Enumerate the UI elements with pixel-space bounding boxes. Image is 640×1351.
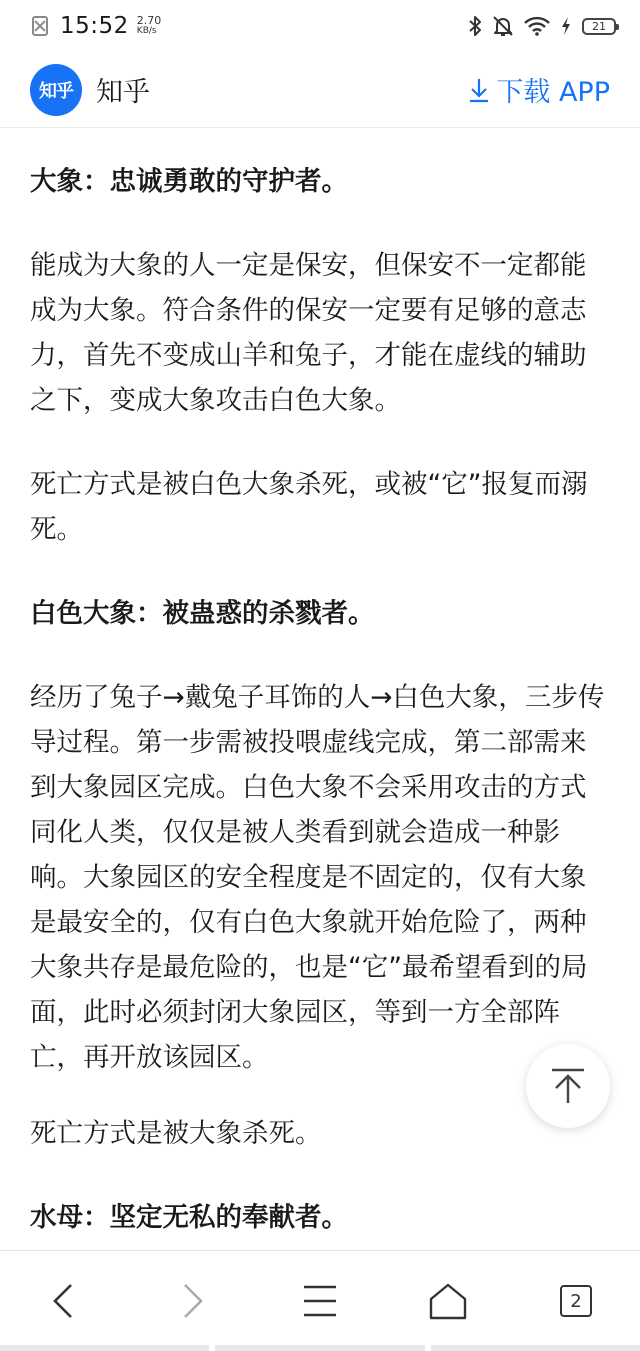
download-app-button[interactable] <box>468 70 610 109</box>
back-icon <box>49 1281 79 1321</box>
network-speed-value: 2.70 <box>136 14 162 27</box>
section-heading-jellyfish: 水母：坚定无私的奉献者。 <box>30 1202 348 1233</box>
battery-level: 21 <box>592 19 606 33</box>
gesture-bar <box>0 1345 640 1351</box>
section-heading-elephant: 大象：忠诚勇敢的守护者。 <box>30 166 348 197</box>
browser-nav-bar <box>0 1250 640 1351</box>
article-content <box>30 128 610 1250</box>
wifi-icon <box>524 16 550 36</box>
charging-icon <box>560 16 572 36</box>
status-time: 15:52 <box>60 13 129 39</box>
menu-button[interactable] <box>294 1275 346 1327</box>
zhihu-logo[interactable] <box>30 64 82 116</box>
tabs-icon <box>560 1285 592 1317</box>
tabs-button[interactable] <box>550 1275 602 1327</box>
section-heading-white-elephant: 白色大象：被蛊惑的杀戮者。 <box>30 598 375 629</box>
status-bar <box>0 0 640 52</box>
paragraph: 死亡方式是被大象杀死。 <box>30 1118 322 1149</box>
scroll-to-top-button[interactable] <box>526 1044 610 1128</box>
battery-icon <box>582 18 616 35</box>
home-button[interactable] <box>422 1275 474 1327</box>
download-label: 下载 APP <box>496 77 610 108</box>
top-header <box>0 52 640 128</box>
sim-off-icon <box>32 16 48 36</box>
forward-icon <box>177 1281 207 1321</box>
paragraph: 死亡方式是被白色大象杀死，或被“它”报复而溺死。 <box>30 469 588 545</box>
paragraph: 经历了兔子→戴兔子耳饰的人→白色大象，三步传导过程。第一步需被投喂虚线完成，第二部需来到大象园区完成。白色大象不会采用攻击的方式同化人类，仅仅是被人类看到就会造成一种影响。大象园区的安全程度是不固定的，仅有大象是最安全的，仅有白色大象就开始危险了，两种大象共存是最危险的，也是“它”最希望看到的局面，此时必须封闭大象园区，等到一方全部阵亡，再开放该园区。 <box>30 682 605 1073</box>
forward-button[interactable] <box>166 1275 218 1327</box>
mute-icon <box>492 15 514 37</box>
tab-count: 2 <box>570 1290 582 1312</box>
network-speed <box>137 15 162 37</box>
logo-text: 知乎 <box>39 80 73 102</box>
download-icon <box>468 77 490 103</box>
app-name: 知乎 <box>96 77 150 108</box>
paragraph: 能成为大象的人一定是保安，但保安不一定都能成为大象。符合条件的保安一定要有足够的意志力，首先不变成山羊和兔子，才能在虚线的辅助之下，变成大象攻击白色大象。 <box>30 250 587 416</box>
bluetooth-icon <box>468 15 482 37</box>
home-icon <box>428 1282 468 1320</box>
arrow-up-icon <box>548 1066 588 1106</box>
back-button[interactable] <box>38 1275 90 1327</box>
network-speed-unit: KB/s <box>136 26 157 36</box>
menu-icon <box>302 1283 338 1319</box>
